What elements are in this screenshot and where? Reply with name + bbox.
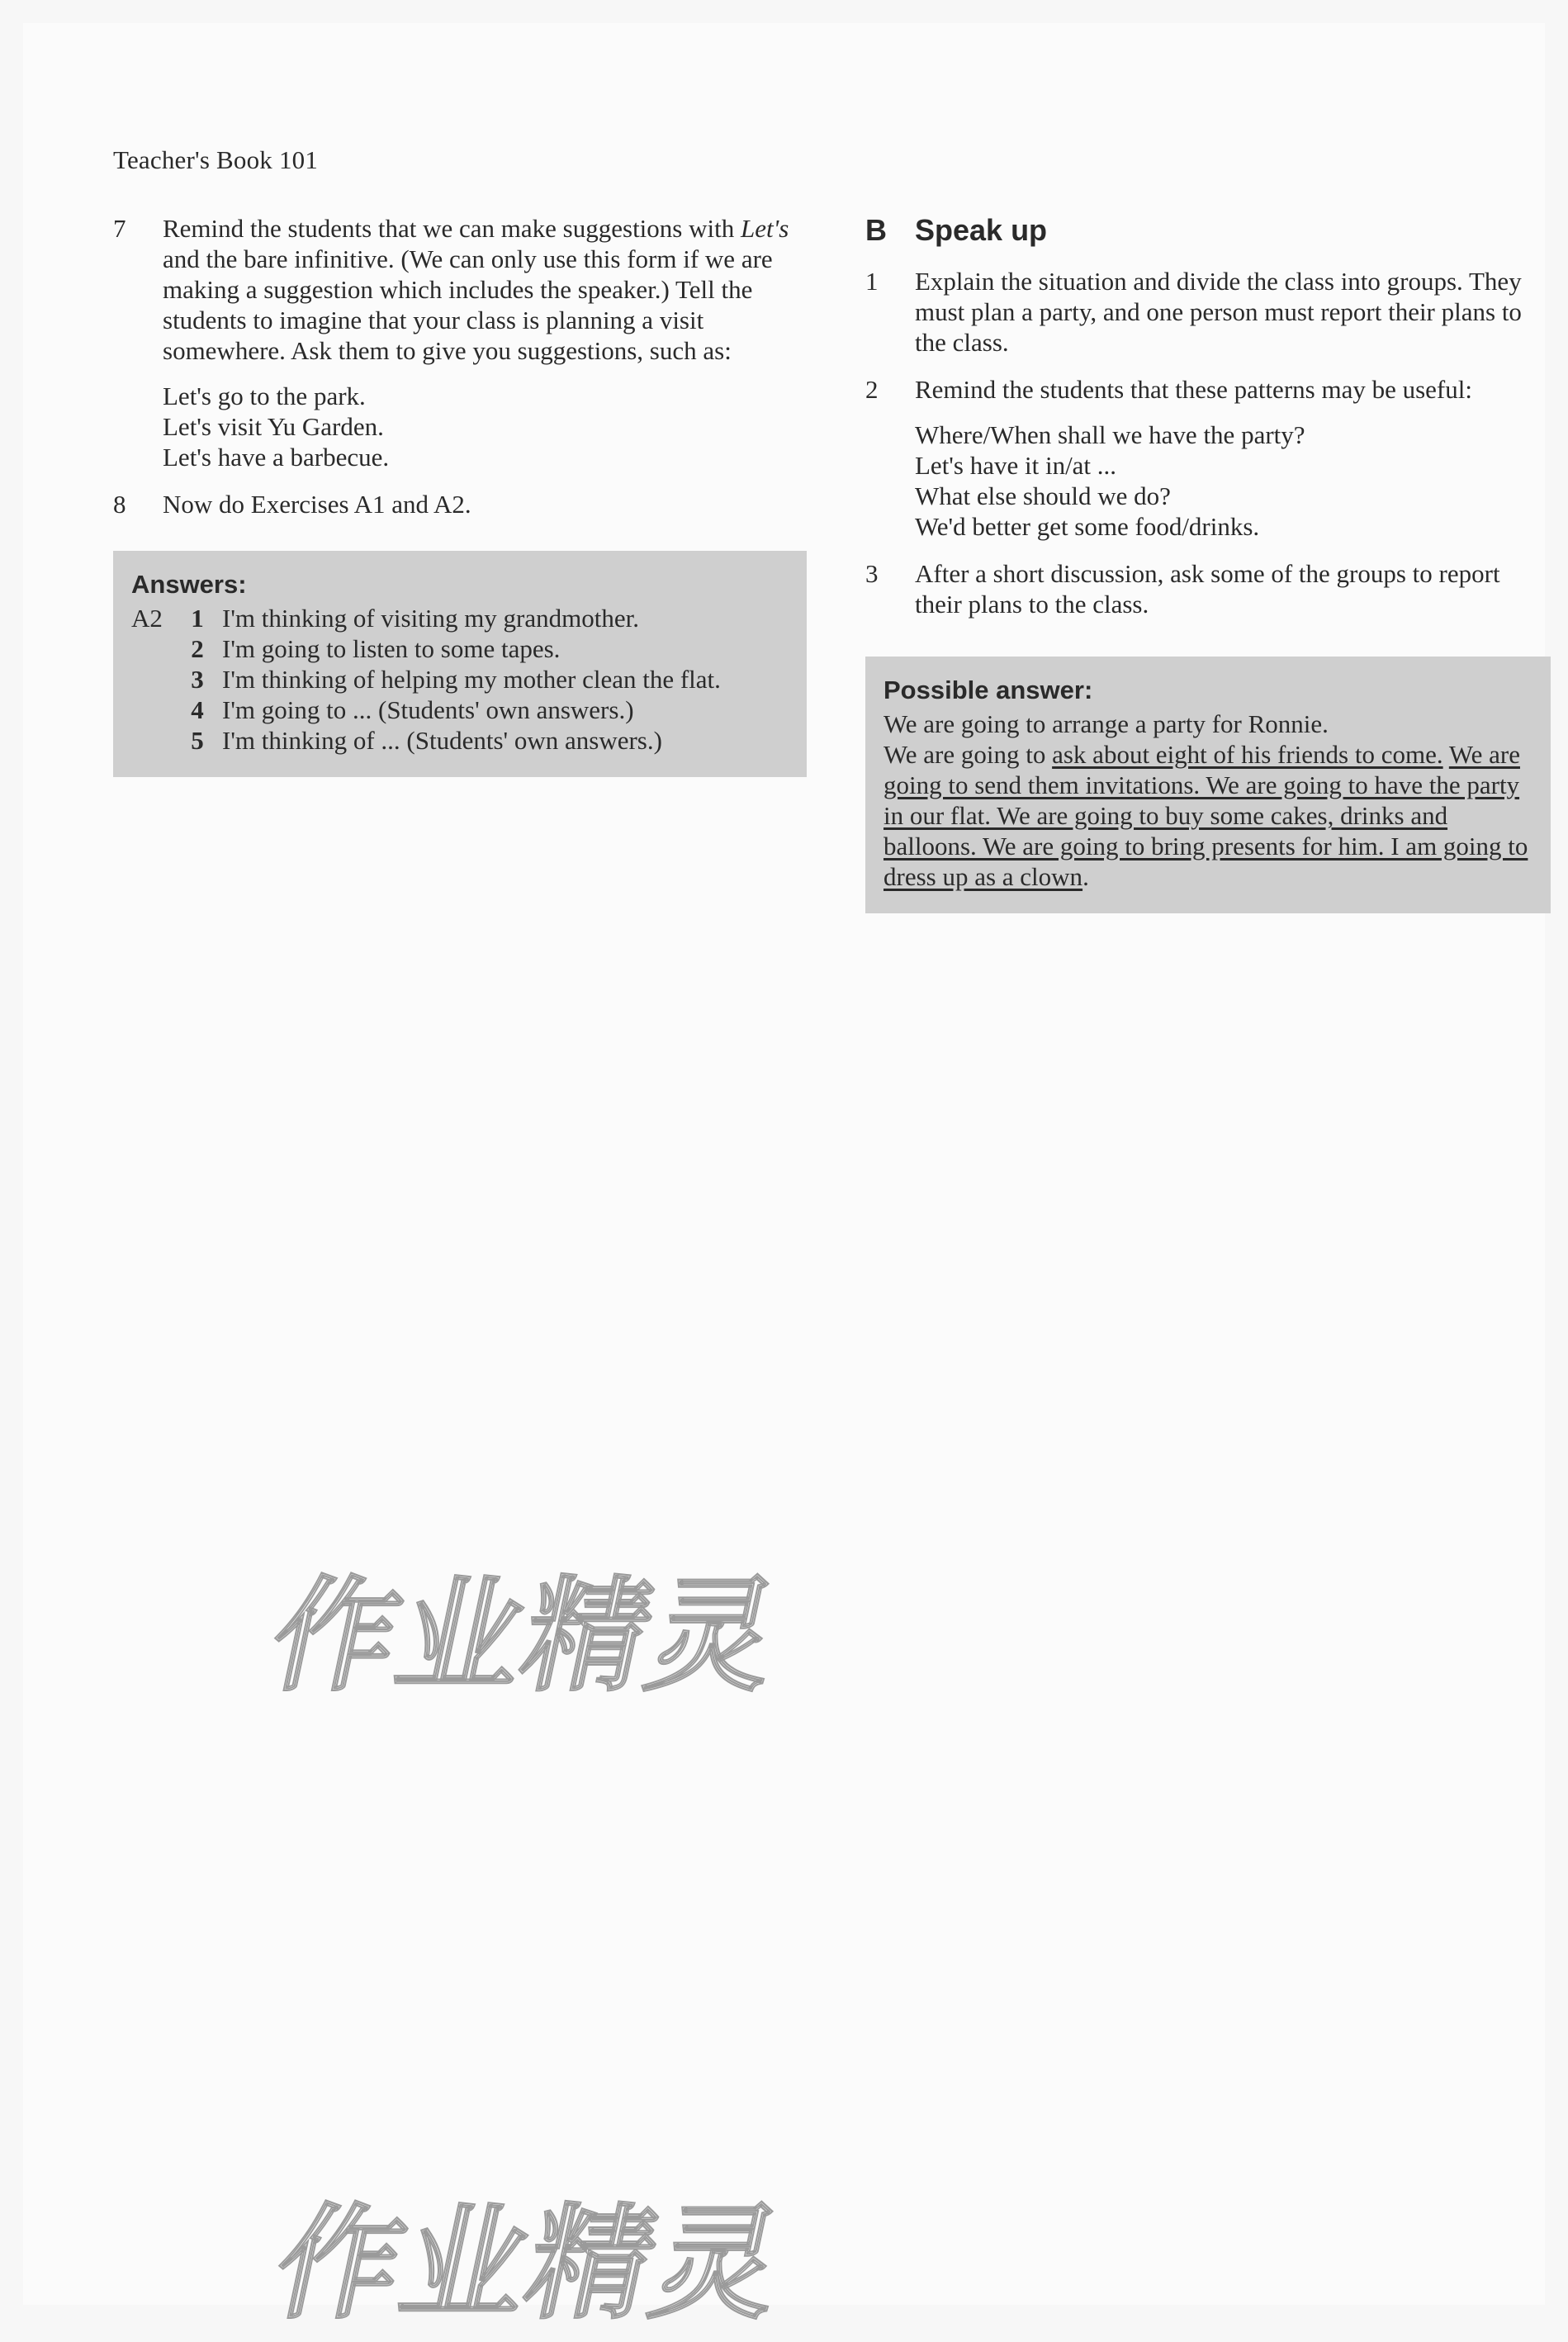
item-7-text-start: Remind the students that we can make suggestions with xyxy=(163,214,741,243)
item-7-text-end: and the bare infinitive. (We can only use this form if we are making a suggestion which includes the speaker.) Tell the students to imagine that your class is planning a visit somewhere. Ask them to give you suggestions, such as: xyxy=(163,244,773,365)
answer-number: 2 xyxy=(191,634,204,663)
example-line: Let's go to the park. xyxy=(163,382,366,410)
instruction-item-8 xyxy=(113,489,807,519)
item-number: 2 xyxy=(865,375,879,404)
answer-row xyxy=(131,633,789,664)
pattern-list xyxy=(915,420,1551,542)
instruction-item-2 xyxy=(865,374,1551,542)
possible-answer-box xyxy=(865,657,1551,913)
item-body xyxy=(915,374,1551,542)
answer-number: 4 xyxy=(191,695,204,724)
section-heading xyxy=(865,213,1551,248)
answer-text: I'm thinking of ... (Students' own answers.) xyxy=(222,726,662,755)
answer-number: 1 xyxy=(191,604,204,633)
pattern-line: We'd better get some food/drinks. xyxy=(915,512,1260,541)
section-title: Speak up xyxy=(915,213,1048,247)
item-number: 7 xyxy=(113,214,126,243)
item-number: 3 xyxy=(865,559,879,588)
answer-number: 3 xyxy=(191,665,204,694)
answer-row xyxy=(131,664,789,695)
possible-answer-text xyxy=(883,739,1532,892)
pattern-line: Let's have it in/at ... xyxy=(915,451,1117,480)
lets-italic: Let's xyxy=(740,214,789,243)
instruction-item-1 xyxy=(865,266,1551,358)
answer-row xyxy=(131,603,789,633)
pattern-line: Where/When shall we have the party? xyxy=(915,420,1305,449)
item-1-text: Explain the situation and divide the class into groups. They must plan a party, and one person must report their plans to the class. xyxy=(915,267,1522,357)
running-head: Teacher's Book 101 xyxy=(113,145,319,174)
section-letter: B xyxy=(865,213,887,247)
answer-text: I'm thinking of visiting my grandmother. xyxy=(222,604,639,633)
answer-row xyxy=(131,695,789,725)
item-3-text: After a short discussion, ask some of the groups to report their plans to the class. xyxy=(915,559,1500,619)
item-body xyxy=(163,213,807,472)
answer-group-label: A2 xyxy=(131,604,163,633)
answers-title: Answers: xyxy=(131,570,247,599)
watermark: 作业精灵 xyxy=(263,2193,796,2336)
left-column xyxy=(113,213,807,777)
pattern-line: What else should we do? xyxy=(915,481,1171,510)
item-2-text: Remind the students that these patterns may be useful: xyxy=(915,375,1472,404)
answer-number: 5 xyxy=(191,726,204,755)
answer-text: I'm going to ... (Students' own answers.) xyxy=(222,695,634,724)
answer-prefix: We are going to xyxy=(883,740,1053,769)
answer-end: . xyxy=(1082,862,1089,891)
watermark: 作业精灵 xyxy=(258,1565,792,1709)
answer-text: I'm going to listen to some tapes. xyxy=(222,634,561,663)
possible-answer-title: Possible answer: xyxy=(883,676,1093,704)
right-column xyxy=(865,213,1551,913)
answer-row xyxy=(131,725,789,756)
example-line: Let's have a barbecue. xyxy=(163,443,390,472)
item-8-text: Now do Exercises A1 and A2. xyxy=(163,490,471,519)
possible-answer-line: We are going to arrange a party for Ronnie. xyxy=(883,709,1329,738)
item-7-text xyxy=(163,213,807,366)
answers-box xyxy=(113,551,807,777)
handwritten-underline: ask about eight of his friends to come. xyxy=(1052,740,1443,769)
instruction-item-7 xyxy=(113,213,807,472)
example-list xyxy=(163,381,807,472)
instruction-item-3 xyxy=(865,558,1551,619)
answer-text: I'm thinking of helping my mother clean the flat. xyxy=(222,665,721,694)
handwritten-underline: We are going to send them invitations. We are going to have the party in our flat. We are going to buy some cakes, drinks and balloons. We are going to bring presents for him. I am going to dress up as a clown xyxy=(883,740,1528,891)
item-number: 1 xyxy=(865,267,879,296)
item-number: 8 xyxy=(113,490,126,519)
example-line: Let's visit Yu Garden. xyxy=(163,412,384,441)
